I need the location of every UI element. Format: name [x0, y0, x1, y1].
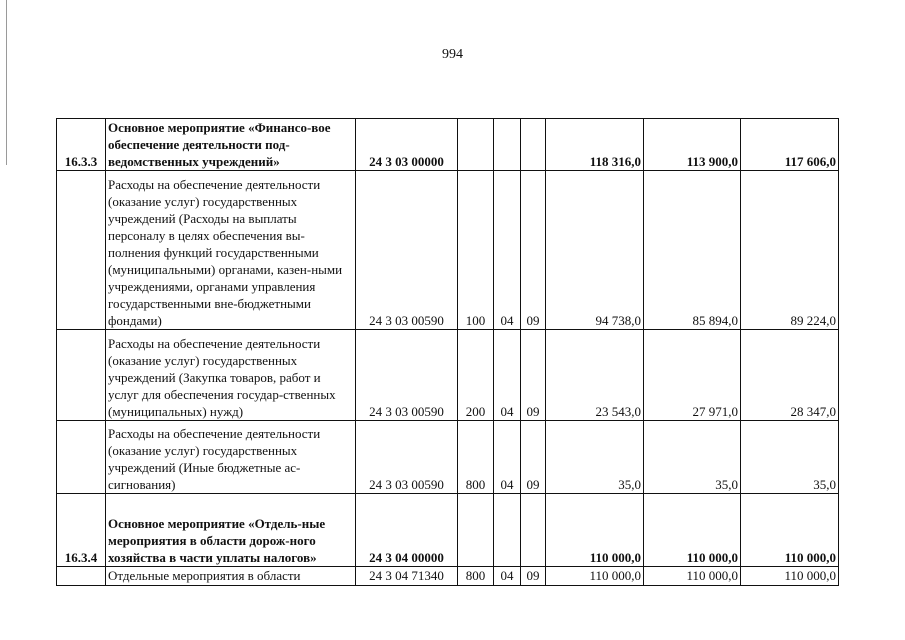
table-row [57, 330, 839, 421]
row-description: Отдельные мероприятия в области [106, 567, 356, 586]
subsection-code [521, 119, 546, 171]
row-description: Основное мероприятие «Финансо-вое обеспечение деятельности под-ведомственных учреждений» [106, 119, 356, 171]
target-article-code: 24 3 03 00000 [356, 119, 458, 171]
table-row [57, 421, 839, 494]
section-code [494, 494, 521, 567]
expense-type: 800 [458, 421, 494, 494]
section-code: 04 [494, 421, 521, 494]
table-row [57, 494, 839, 567]
row-description: Расходы на обеспечение деятельности (оказание услуг) государственных учреждений (Закупка товаров, работ и услуг для обеспечения государ-ственных (муниципальных) нужд) [106, 330, 356, 421]
expense-type: 200 [458, 330, 494, 421]
amount-year-1: 35,0 [546, 421, 644, 494]
row-number [57, 421, 106, 494]
expense-type [458, 494, 494, 567]
expense-type: 800 [458, 567, 494, 586]
expense-type: 100 [458, 171, 494, 330]
row-number [57, 330, 106, 421]
expense-type [458, 119, 494, 171]
amount-year-2: 110 000,0 [644, 494, 741, 567]
amount-year-3: 28 347,0 [741, 330, 839, 421]
table-row [57, 119, 839, 171]
amount-year-3: 89 224,0 [741, 171, 839, 330]
row-number [57, 171, 106, 330]
target-article-code: 24 3 03 00590 [356, 421, 458, 494]
amount-year-1: 94 738,0 [546, 171, 644, 330]
row-number: 16.3.4 [57, 494, 106, 567]
row-number [57, 567, 106, 586]
table-row [57, 171, 839, 330]
target-article-code: 24 3 03 00590 [356, 330, 458, 421]
amount-year-1: 118 316,0 [546, 119, 644, 171]
amount-year-2: 113 900,0 [644, 119, 741, 171]
target-article-code: 24 3 04 71340 [356, 567, 458, 586]
row-description: Основное мероприятие «Отдель-ные мероприятия в области дорож-ного хозяйства в части уплаты налогов» [106, 494, 356, 567]
table-row [57, 567, 839, 586]
target-article-code: 24 3 03 00590 [356, 171, 458, 330]
amount-year-1: 110 000,0 [546, 567, 644, 586]
amount-year-3: 110 000,0 [741, 567, 839, 586]
amount-year-3: 117 606,0 [741, 119, 839, 171]
budget-table [56, 118, 839, 586]
row-description: Расходы на обеспечение деятельности (оказание услуг) государственных учреждений (Иные бюджетные ас-сигнования) [106, 421, 356, 494]
subsection-code: 09 [521, 421, 546, 494]
section-code [494, 119, 521, 171]
subsection-code: 09 [521, 567, 546, 586]
amount-year-3: 110 000,0 [741, 494, 839, 567]
target-article-code: 24 3 04 00000 [356, 494, 458, 567]
section-code: 04 [494, 330, 521, 421]
subsection-code: 09 [521, 330, 546, 421]
amount-year-2: 85 894,0 [644, 171, 741, 330]
amount-year-2: 35,0 [644, 421, 741, 494]
margin-line [6, 0, 7, 165]
section-code: 04 [494, 567, 521, 586]
amount-year-1: 110 000,0 [546, 494, 644, 567]
amount-year-3: 35,0 [741, 421, 839, 494]
row-description: Расходы на обеспечение деятельности (оказание услуг) государственных учреждений (Расходы на выплаты персоналу в целях обеспечения вы-полнения функций государственными (муниципальными) органами, казен-ными учреждениями, органами управления государственными вне-бюджетными фондами) [106, 171, 356, 330]
amount-year-2: 110 000,0 [644, 567, 741, 586]
row-number: 16.3.3 [57, 119, 106, 171]
subsection-code: 09 [521, 171, 546, 330]
amount-year-1: 23 543,0 [546, 330, 644, 421]
subsection-code [521, 494, 546, 567]
page-number: 994 [442, 47, 463, 62]
amount-year-2: 27 971,0 [644, 330, 741, 421]
section-code: 04 [494, 171, 521, 330]
